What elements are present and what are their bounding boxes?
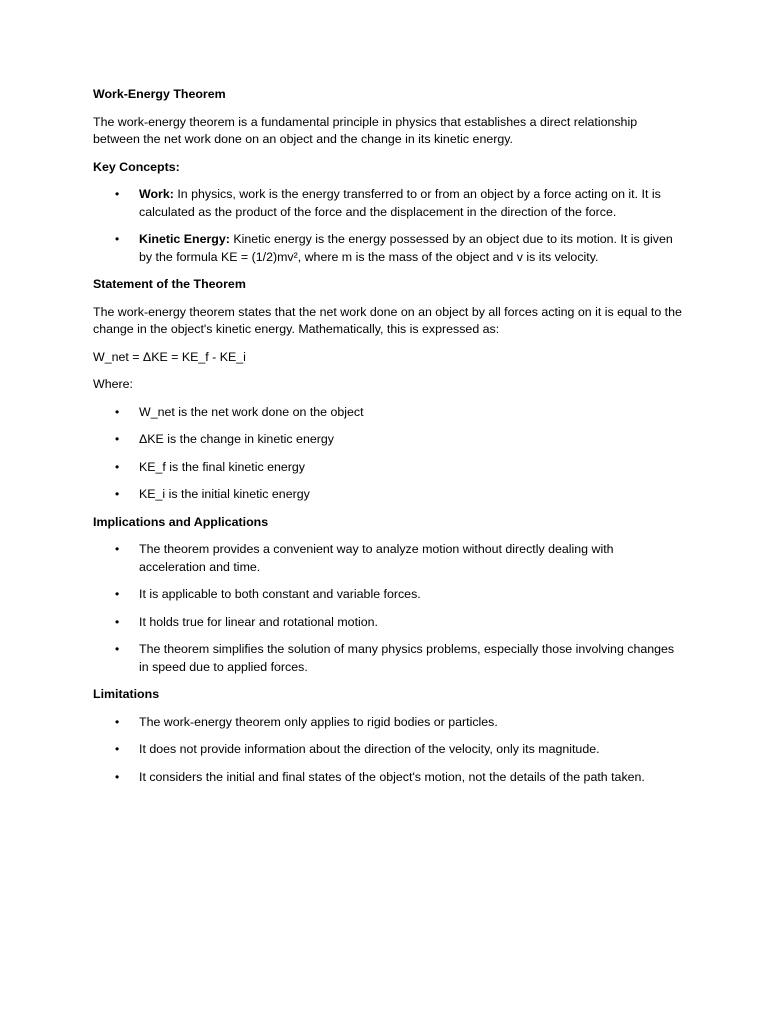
list-item [93, 769, 683, 787]
where-list [93, 404, 683, 504]
list-item [93, 586, 683, 604]
term-description: In physics, work is the energy transferred to or from an object by a force acting on it. It is calculated as the product of the force and the displacement in the direction of the force. [139, 187, 661, 219]
term-label: Kinetic Energy: [139, 232, 230, 246]
bullet-icon: • [115, 487, 120, 501]
list-item [93, 186, 683, 221]
list-item [93, 404, 683, 422]
bullet-icon: • [115, 614, 120, 629]
list-item-text: KE_f is the final kinetic energy [139, 459, 305, 474]
limitations-heading: Limitations [93, 687, 160, 701]
document-title: Work-Energy Theorem [93, 87, 226, 101]
statement-heading: Statement of the Theorem [93, 277, 246, 291]
intro-paragraph: The work-energy theorem is a fundamental principle in physics that establishes a direct relationship between the net work done on an object and the change in its kinetic energy. [93, 114, 638, 146]
key-concepts-list [93, 186, 683, 266]
where-label: Where: [93, 377, 133, 391]
list-item-text: It is applicable to both constant and variable forces. [139, 587, 421, 601]
document-page [93, 86, 683, 796]
formula-line: W_net = ΔKE = KE_f - KE_i [93, 349, 246, 364]
list-item [93, 459, 683, 477]
implications-list [93, 541, 683, 676]
list-item-text: W_net is the net work done on the object [139, 404, 364, 419]
bullet-icon: • [115, 587, 120, 601]
list-item [93, 541, 683, 576]
list-item-text: The theorem simplifies the solution of many physics problems, especially those involving changes in speed due to applied forces. [139, 642, 675, 674]
bullet-icon: • [115, 232, 120, 246]
bullet-icon: • [115, 432, 120, 446]
list-item-text: The work-energy theorem only applies to rigid bodies or particles. [139, 714, 498, 729]
implications-heading: Implications and Applications [93, 514, 269, 529]
bullet-icon: • [115, 742, 120, 756]
limitations-list [93, 714, 683, 787]
bullet-icon: • [115, 187, 120, 201]
list-item [93, 431, 683, 449]
list-item-text: It does not provide information about the direction of the velocity, only its magnitude. [139, 742, 600, 756]
list-item [93, 641, 683, 676]
term-description: Kinetic energy is the energy possessed by an object due to its motion. It is given by the formula KE = (1/2)mv², where m is the mass of the object and v is its velocity. [139, 232, 673, 264]
bullet-icon: • [115, 769, 120, 784]
list-item-text: KE_i is the initial kinetic energy [139, 487, 310, 501]
bullet-icon: • [115, 459, 120, 474]
list-item-text: It holds true for linear and rotational motion. [139, 614, 378, 629]
bullet-icon: • [115, 404, 120, 419]
list-item-text: It considers the initial and final states of the object's motion, not the details of the path taken. [139, 769, 645, 784]
list-item [93, 614, 683, 632]
bullet-icon: • [115, 714, 120, 729]
list-item [93, 486, 683, 504]
term-label: Work: [139, 187, 174, 201]
bullet-icon: • [115, 642, 120, 656]
list-item [93, 231, 683, 266]
list-item [93, 741, 683, 759]
key-concepts-heading: Key Concepts: [93, 159, 180, 174]
statement-paragraph: The work-energy theorem states that the net work done on an object by all forces acting on it is equal to the change in the object's kinetic energy. Mathematically, this is expressed as: [93, 304, 682, 336]
list-item-text: The theorem provides a convenient way to analyze motion without directly dealing with acceleration and time. [139, 542, 614, 574]
bullet-icon: • [115, 542, 120, 556]
list-item-text: ΔKE is the change in kinetic energy [139, 432, 334, 446]
list-item [93, 714, 683, 732]
